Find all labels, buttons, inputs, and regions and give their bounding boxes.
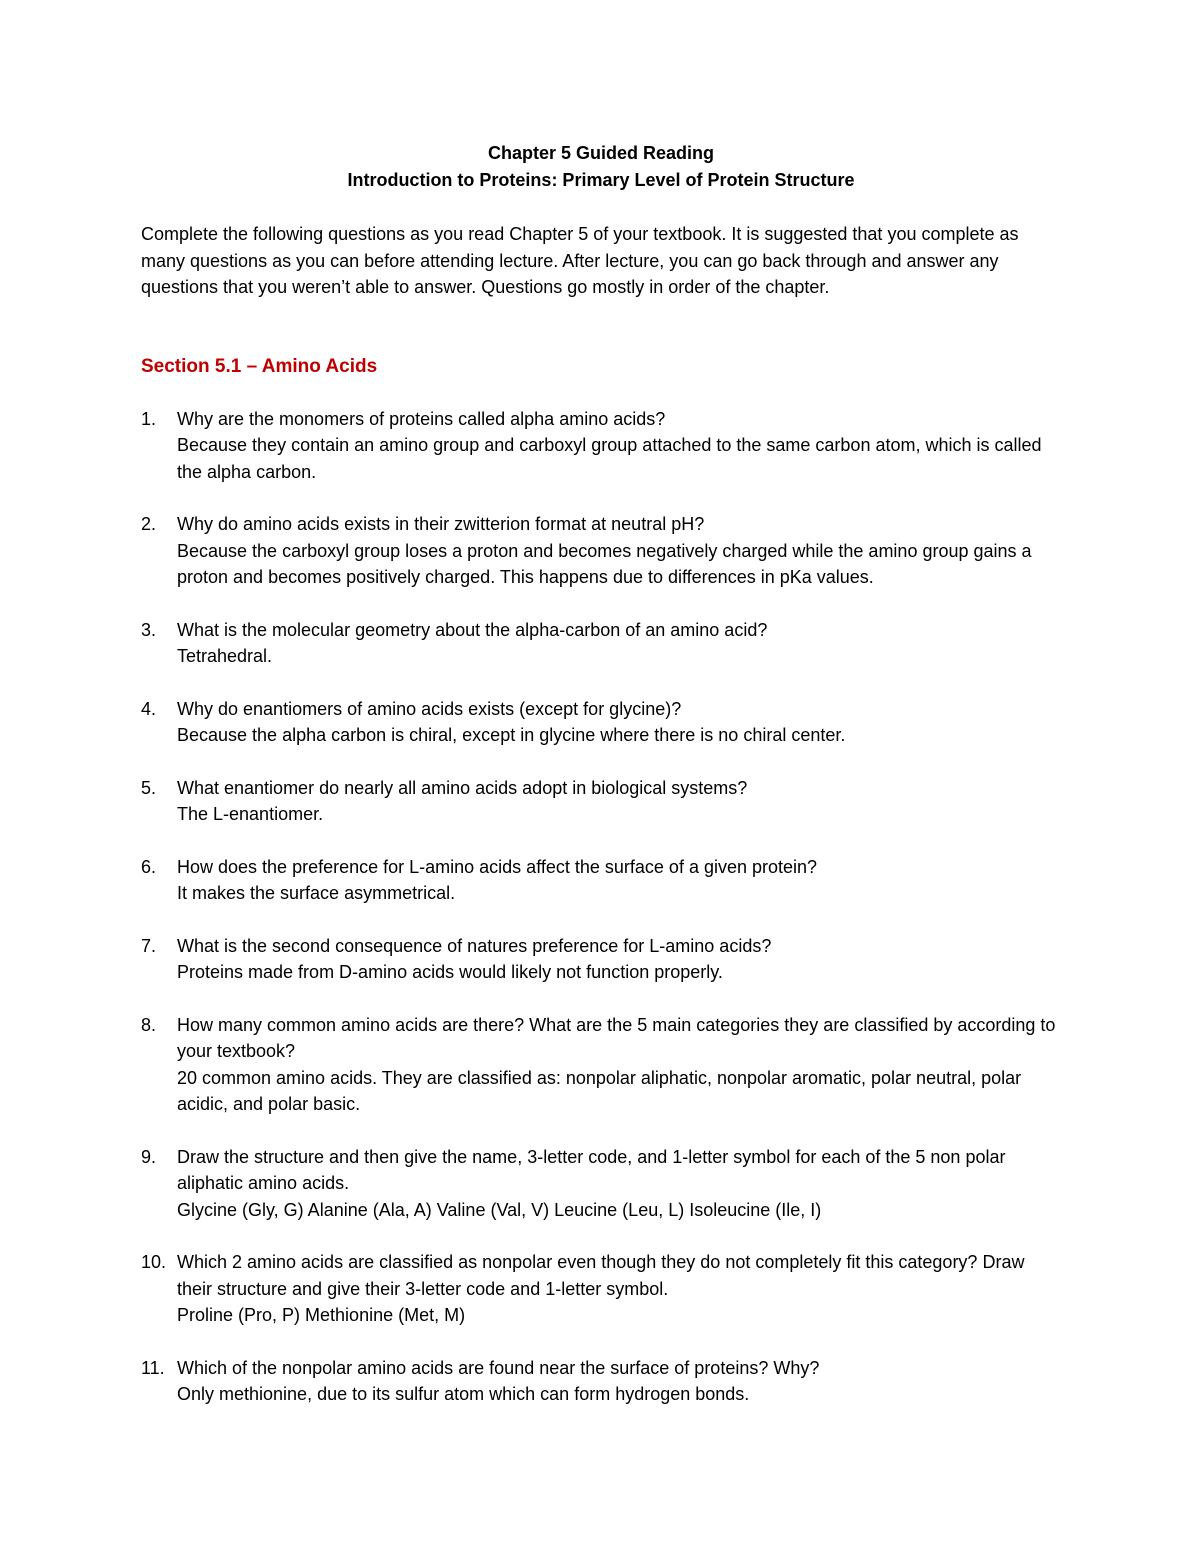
document-page (141, 140, 1061, 1434)
answer-text: Proline (Pro, P) Methionine (Met, M) (177, 1305, 466, 1325)
question-text: Which of the nonpolar amino acids are found near the surface of proteins? Why? (177, 1357, 820, 1378)
question-text: How many common amino acids are there? What are the 5 main categories they are classified by according to your textbook? (177, 1014, 1056, 1061)
answer-text: Tetrahedral. (177, 646, 273, 666)
question-text: Draw the structure and then give the name, 3-letter code, and 1-letter symbol for each of the 5 non polar aliphatic amino acids. (177, 1146, 1006, 1193)
question-text: Why do enantiomers of amino acids exists (except for glycine)? (177, 698, 682, 719)
question-text: Why are the monomers of proteins called alpha amino acids? (177, 408, 666, 429)
question-text: What is the second consequence of natures preference for L-amino acids? (177, 935, 772, 956)
question-item (141, 406, 1061, 486)
question-number: 1. (141, 408, 157, 429)
question-number: 11. (141, 1357, 165, 1378)
answer-text: 20 common amino acids. They are classified as: nonpolar aliphatic, nonpolar aromatic, polar neutral, polar acidic, and polar basic. (177, 1067, 1022, 1114)
question-number: 7. (141, 935, 157, 956)
answer-text: Because the carboxyl group loses a proton and becomes negatively charged while the amino group gains a proton and becomes positively charged. This happens due to differences in pKa values. (177, 540, 1032, 587)
question-item (141, 1249, 1061, 1329)
answer-text: Proteins made from D-amino acids would likely not function properly. (177, 962, 723, 982)
document-subtitle: Introduction to Proteins: Primary Level of Protein Structure (347, 170, 855, 190)
question-number: 6. (141, 856, 157, 877)
question-number: 3. (141, 619, 157, 640)
question-item (141, 854, 1061, 907)
question-number: 8. (141, 1014, 157, 1035)
question-text: How does the preference for L-amino acids affect the surface of a given protein? (177, 856, 818, 877)
answer-text: It makes the surface asymmetrical. (177, 883, 456, 903)
question-text: Which 2 amino acids are classified as nonpolar even though they do not completely fit this category? Draw their structure and give their 3-letter code and 1-letter symbol. (177, 1252, 1025, 1299)
answer-text: Glycine (Gly, G) Alanine (Ala, A) Valine (Val, V) Leucine (Leu, L) Isoleucine (Ile, I) (177, 1199, 822, 1220)
question-list (141, 406, 1061, 1408)
question-number: 4. (141, 698, 157, 719)
question-text: Why do amino acids exists in their zwitterion format at neutral pH? (177, 514, 705, 534)
question-item (141, 511, 1061, 591)
answer-text: Because they contain an amino group and carboxyl group attached to the same carbon atom, which is called the alpha carbon. (177, 435, 1042, 482)
question-item (141, 933, 1061, 986)
question-item (141, 1355, 1061, 1408)
question-number: 5. (141, 777, 157, 798)
question-item (141, 1012, 1061, 1118)
question-number: 9. (141, 1146, 157, 1167)
section-heading: Section 5.1 – Amino Acids (141, 355, 378, 377)
answer-text: Only methionine, due to its sulfur atom which can form hydrogen bonds. (177, 1384, 750, 1404)
question-item (141, 1144, 1061, 1224)
question-number: 10. (141, 1252, 167, 1272)
question-item (141, 617, 1061, 670)
question-item (141, 775, 1061, 828)
question-item (141, 696, 1061, 749)
answer-text: Because the alpha carbon is chiral, except in glycine where there is no chiral center. (177, 725, 846, 745)
intro-paragraph: Complete the following questions as you read Chapter 5 of your textbook. It is suggested that you complete as many questions as you can before attending lecture. After lecture, you can go back through and answer any questions that you weren’t able to answer. Questions go mostly in order of the chapter. (141, 224, 1019, 297)
document-title: Chapter 5 Guided Reading (487, 143, 715, 163)
question-text: What enantiomer do nearly all amino acids adopt in biological systems? (177, 777, 748, 798)
question-text: What is the molecular geometry about the alpha-carbon of an amino acid? (177, 619, 768, 640)
answer-text: The L-enantiomer. (177, 804, 324, 824)
question-number: 2. (141, 514, 157, 534)
